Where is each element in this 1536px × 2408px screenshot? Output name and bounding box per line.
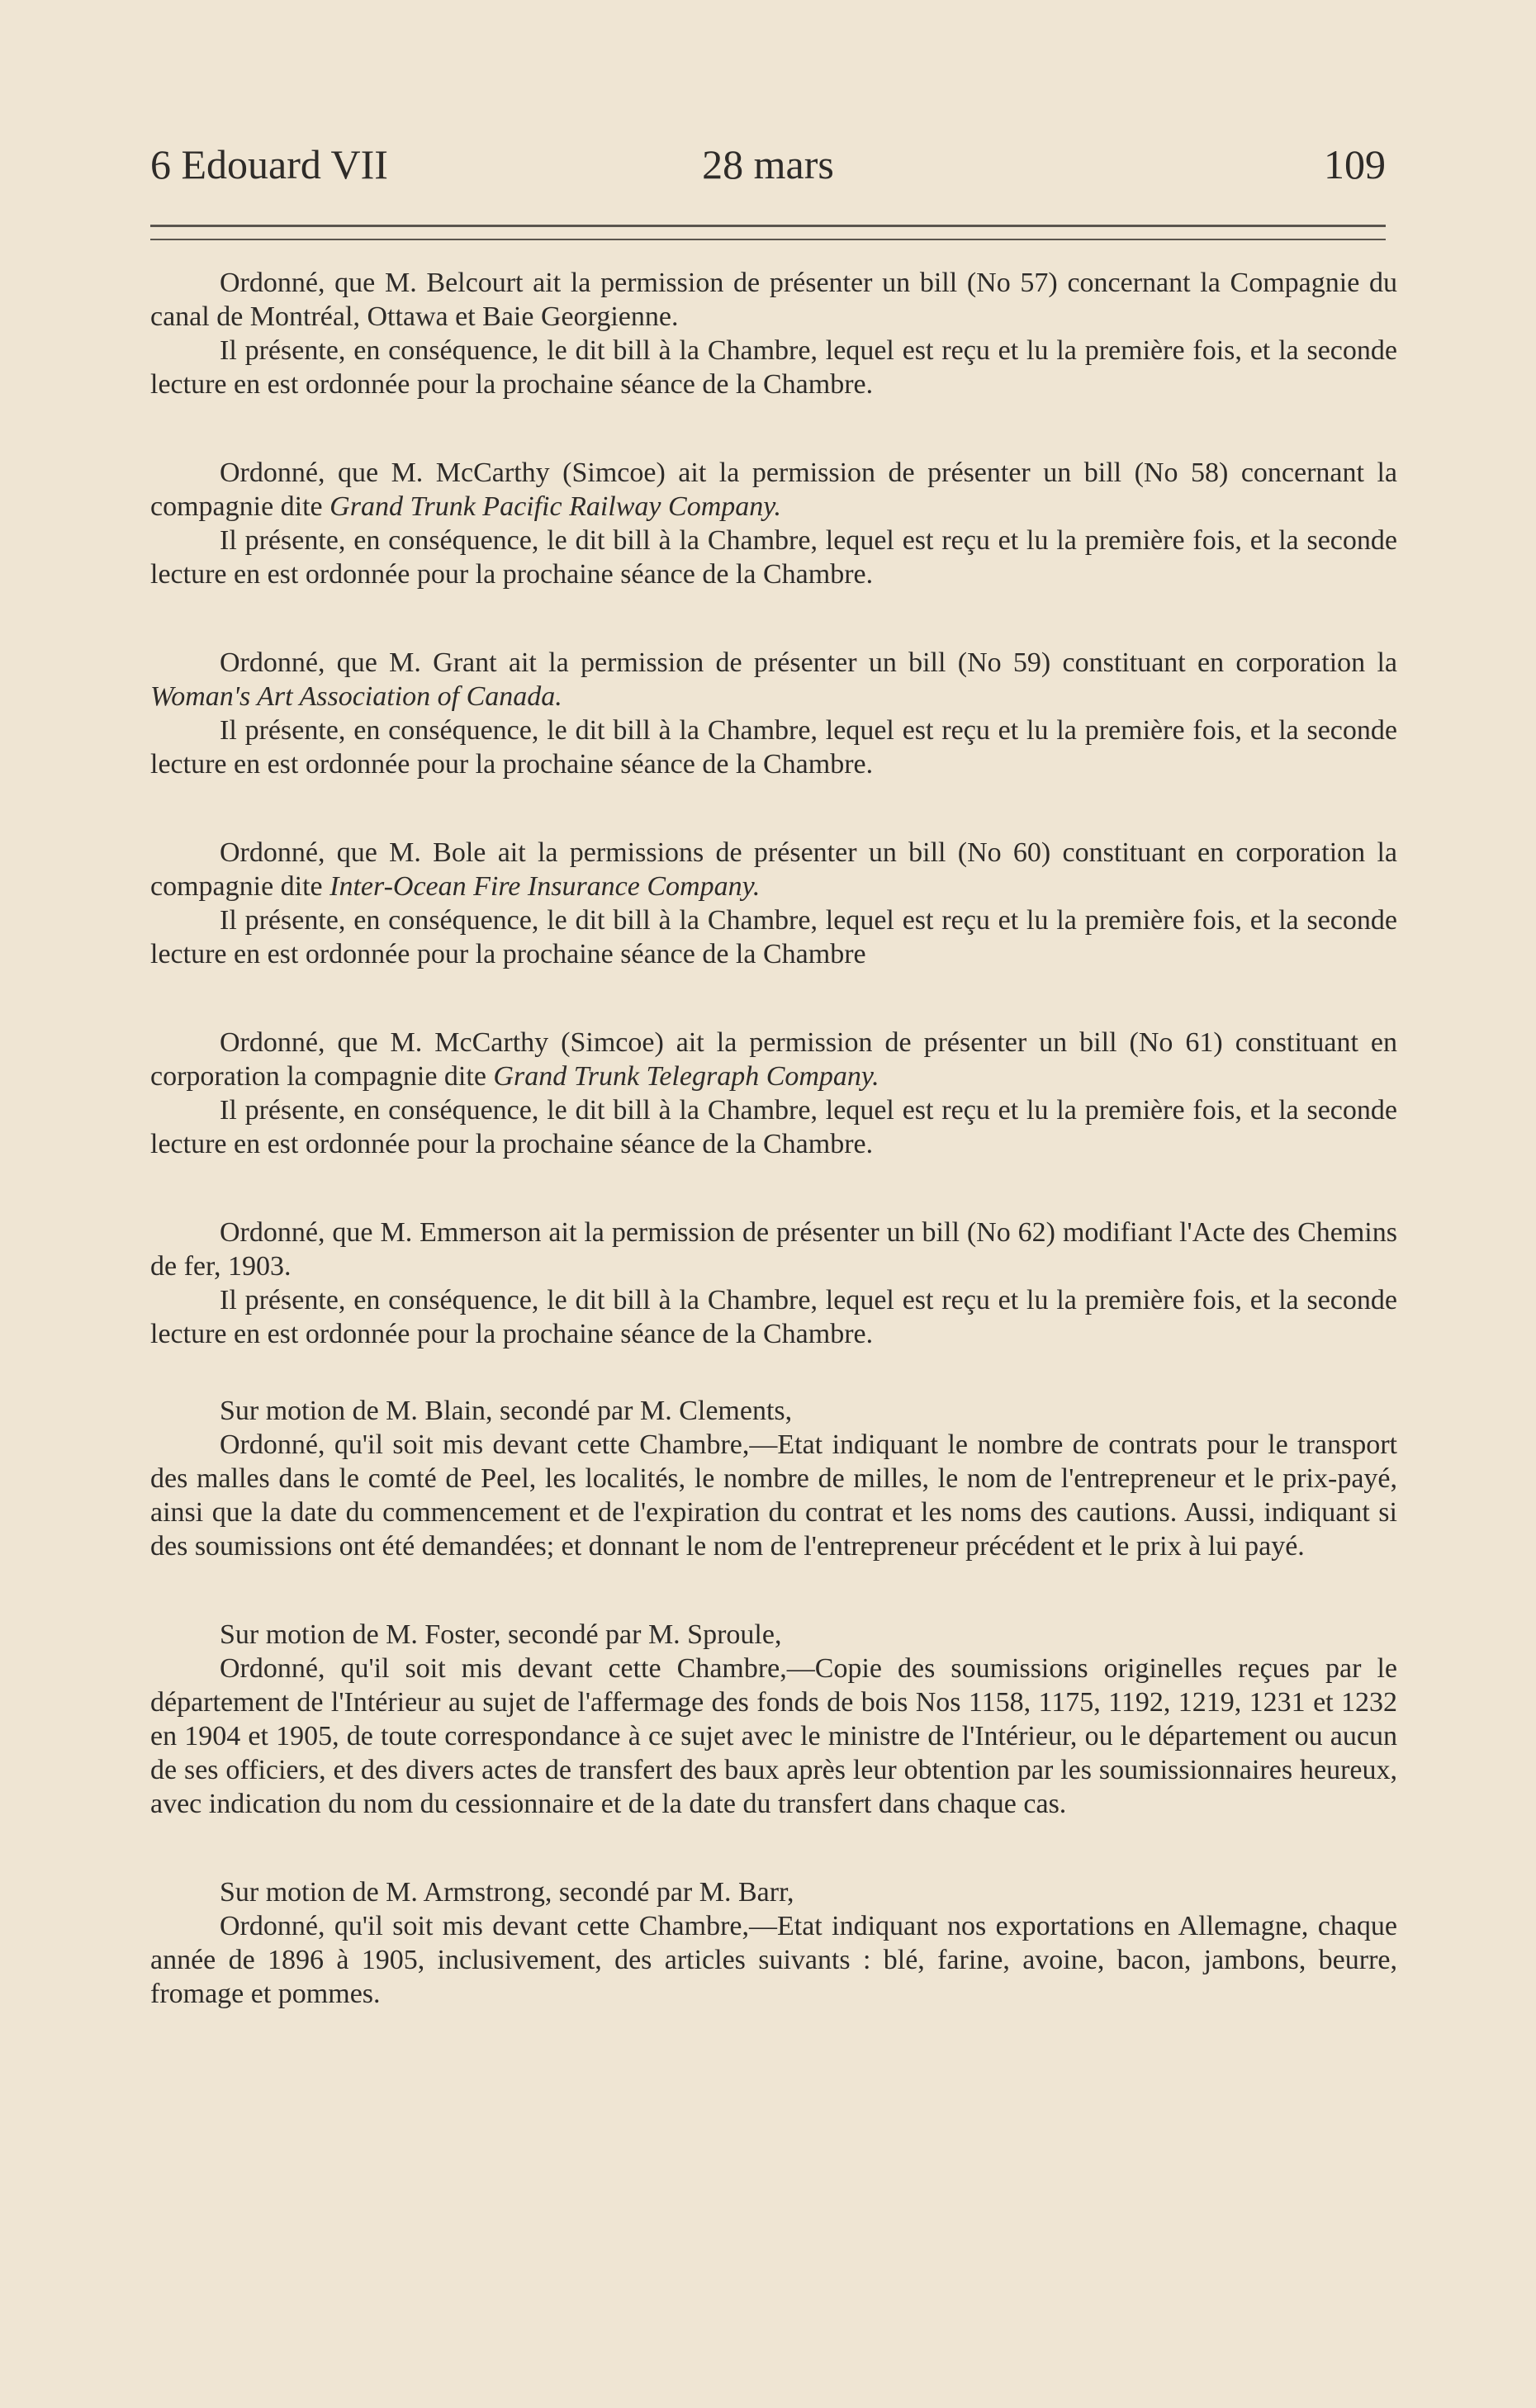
header-regnal-year: 6 Edouard VII (150, 141, 388, 187)
motion-heading: Sur motion de M. Blain, secondé par M. Clements, (220, 1396, 793, 1426)
header-rule (150, 225, 1386, 240)
motion-order: Ordonné, qu'il soit mis devant cette Chambre,—Etat indiquant le nombre de contrats pour le transport des malles dans le comté de Peel, les localités, le nombre de milles, le nom de l'entrepreneur et le prix-payé, ainsi que la date du commencement et de l'expiration du contrat et les noms des cautions. Aussi, indiquant si des soumissions ont été demandées; et donnant le nom de l'entrepreneur précédent et le prix à lui payé. (150, 1429, 1397, 1562)
company-name: Inter-Ocean Fire Insurance Company. (329, 871, 761, 902)
reading-paragraph: Il présente, en conséquence, le dit bill à la Chambre, lequel est reçu et lu la première fois, et la seconde lecture en est ordonnée pour la prochaine séance de la Chambre. (150, 1285, 1397, 1349)
journal-body (150, 266, 1397, 2011)
company-name: Woman's Art Association of Canada. (150, 681, 562, 712)
running-header (150, 140, 1386, 190)
bill-entry-60 (150, 836, 1397, 971)
motion-foster (150, 1618, 1397, 1821)
page-number: 109 (1324, 141, 1386, 187)
bill-entry-62 (150, 1216, 1397, 1351)
motion-heading: Sur motion de M. Foster, secondé par M. Sproule, (220, 1619, 782, 1650)
motion-heading: Sur motion de M. Armstrong, secondé par M. Barr, (220, 1877, 794, 1908)
bill-entry-59 (150, 646, 1397, 781)
reading-paragraph: Il présente, en conséquence, le dit bill à la Chambre, lequel est reçu et lu la première fois, et la seconde lecture en est ordonnée pour la prochaine séance de la Chambre. (150, 335, 1397, 400)
reading-paragraph: Il présente, en conséquence, le dit bill à la Chambre, lequel est reçu et lu la première fois, et la seconde lecture en est ordonnée pour la prochaine séance de la Chambre. (150, 525, 1397, 590)
motion-blain (150, 1394, 1397, 1563)
order-paragraph: Ordonné, que M. McCarthy (Simcoe) ait la permission de présenter un bill (No 58) concernant la compagnie dite Grand Trunk Pacific Railway Company. (150, 457, 1397, 522)
order-paragraph: Ordonné, que M. Belcourt ait la permission de présenter un bill (No 57) concernant la Compagnie du canal de Montréal, Ottawa et Baie Georgienne. (150, 268, 1397, 332)
company-name: Grand Trunk Telegraph Company. (493, 1061, 879, 1092)
motion-order: Ordonné, qu'il soit mis devant cette Chambre,—Etat indiquant nos exportations en Allemagne, chaque année de 1896 à 1905, inclusivement, des articles suivants : blé, farine, avoine, bacon, jambons, beurre, fromage et pommes. (150, 1911, 1397, 2009)
reading-paragraph: Il présente, en conséquence, le dit bill à la Chambre, lequel est reçu et lu la première fois, et la seconde lecture en est ordonnée pour la prochaine séance de la Chambre. (150, 715, 1397, 780)
bill-entry-58 (150, 456, 1397, 591)
header-date: 28 mars (702, 141, 834, 187)
motion-order: Ordonné, qu'il soit mis devant cette Chambre,—Copie des soumissions originelles reçues par le département de l'Intérieur au sujet de l'affermage des fonds de bois Nos 1158, 1175, 1192, 1219, 1231 et 1232 en 1904 et 1905, de toute correspondance à ce sujet avec le ministre de l'Intérieur, ou le département ou aucun de ses officiers, et des divers actes de transfert des baux après leur obtention par les soumissionnaires heureux, avec indication du nom du cessionnaire et de la date du transfert dans chaque cas. (150, 1653, 1397, 1819)
reading-paragraph: Il présente, en conséquence, le dit bill à la Chambre, lequel est reçu et lu la première fois, et la seconde lecture en est ordonnée pour la prochaine séance de la Chambre (150, 905, 1397, 969)
order-paragraph: Ordonné, que M. Grant ait la permission de présenter un bill (No 59) constituant en corporation la Woman's Art Association of Canada. (150, 647, 1397, 712)
order-paragraph: Ordonné, que M. McCarthy (Simcoe) ait la permission de présenter un bill (No 61) constituant en corporation la compagnie dite Grand Trunk Telegraph Company. (150, 1027, 1397, 1092)
order-paragraph: Ordonné, que M. Emmerson ait la permission de présenter un bill (No 62) modifiant l'Acte des Chemins de fer, 1903. (150, 1217, 1397, 1282)
bill-entry-57 (150, 266, 1397, 401)
company-name: Grand Trunk Pacific Railway Company. (329, 491, 781, 522)
reading-paragraph: Il présente, en conséquence, le dit bill à la Chambre, lequel est reçu et lu la première fois, et la seconde lecture en est ordonnée pour la prochaine séance de la Chambre. (150, 1095, 1397, 1159)
bill-entry-61 (150, 1026, 1397, 1161)
order-paragraph: Ordonné, que M. Bole ait la permissions de présenter un bill (No 60) constituant en corporation la compagnie dite Inter-Ocean Fire Insurance Company. (150, 837, 1397, 902)
motion-armstrong (150, 1875, 1397, 2011)
